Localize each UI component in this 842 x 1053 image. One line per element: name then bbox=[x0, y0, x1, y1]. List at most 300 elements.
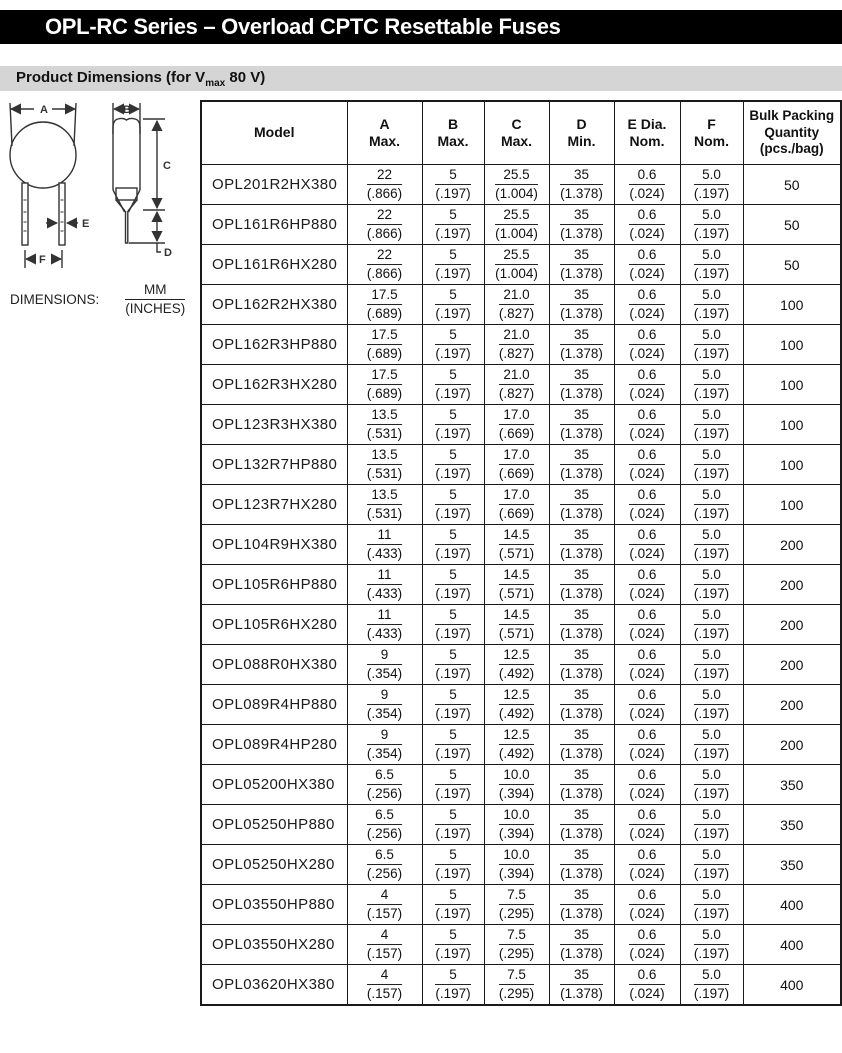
mm-inches-fraction: $\frac{10.0}{(.394)}$ bbox=[498, 767, 535, 801]
dimension-cell bbox=[549, 525, 614, 565]
table-row bbox=[201, 605, 841, 645]
mm-inches-fraction: $\frac{5.0}{(.197)}$ bbox=[693, 527, 730, 561]
table-row bbox=[201, 765, 841, 805]
quantity-cell: 50 bbox=[743, 205, 841, 245]
mm-inches-fraction: $\frac{5.0}{(.197)}$ bbox=[693, 407, 730, 441]
table-row bbox=[201, 565, 841, 605]
dimension-cell bbox=[549, 445, 614, 485]
dimension-cell bbox=[422, 765, 484, 805]
mm-inches-fraction: $\frac{9}{(.354)}$ bbox=[366, 647, 403, 681]
dimension-cell bbox=[680, 845, 743, 885]
dimension-cell bbox=[484, 525, 549, 565]
mm-inches-fraction: $\frac{22}{(.866)}$ bbox=[366, 247, 403, 281]
dimension-cell bbox=[347, 645, 422, 685]
section-title: Product Dimensions (for $V_{max}$ 80 V) bbox=[16, 68, 266, 89]
quantity-cell: 400 bbox=[743, 965, 841, 1006]
mm-inches-fraction: $\frac{35}{(1.378)}$ bbox=[560, 247, 603, 281]
mm-inches-fraction: $\frac{0.6}{(.024)}$ bbox=[629, 207, 665, 241]
mm-inches-fraction: $\frac{35}{(1.378)}$ bbox=[560, 207, 603, 241]
dimension-cell bbox=[484, 845, 549, 885]
mm-inches-fraction: $\frac{5.0}{(.197)}$ bbox=[693, 887, 730, 921]
mm-inches-fraction: $\frac{35}{(1.378)}$ bbox=[560, 847, 603, 881]
dimension-cell bbox=[422, 645, 484, 685]
quantity-cell: 100 bbox=[743, 365, 841, 405]
mm-inches-fraction: $\frac{5.0}{(.197)}$ bbox=[693, 647, 730, 681]
mm-inches-fraction: $\frac{17.5}{(.689)}$ bbox=[366, 367, 403, 401]
dimension-cell bbox=[614, 285, 680, 325]
mm-inches-fraction: $\frac{0.6}{(.024)}$ bbox=[629, 367, 665, 401]
mm-inches-fraction: $\frac{5}{(.197)}$ bbox=[435, 647, 471, 681]
mm-inches-fraction: $\frac{5}{(.197)}$ bbox=[435, 767, 471, 801]
model-cell: OPL123R3HX380 bbox=[201, 405, 347, 445]
dimension-cell bbox=[614, 365, 680, 405]
mm-inches-fraction: $\frac{0.6}{(.024)}$ bbox=[629, 807, 665, 841]
dimension-cell bbox=[614, 925, 680, 965]
mm-inches-fraction: $\frac{0.6}{(.024)}$ bbox=[629, 647, 665, 681]
table-row bbox=[201, 205, 841, 245]
mm-inches-fraction: $\frac{17.0}{(.669)}$ bbox=[498, 407, 535, 441]
quantity-cell: 50 bbox=[743, 165, 841, 205]
dimension-cell bbox=[549, 485, 614, 525]
mm-inches-fraction: $\frac{21.0}{(.827)}$ bbox=[498, 287, 535, 321]
table-row bbox=[201, 685, 841, 725]
dimension-cell bbox=[422, 285, 484, 325]
dimension-cell bbox=[347, 885, 422, 925]
dim-label-a: A bbox=[40, 104, 48, 116]
mm-inches-fraction: $\frac{6.5}{(.256)}$ bbox=[366, 847, 403, 881]
mm-inches-fraction: $\frac{35}{(1.378)}$ bbox=[560, 447, 603, 481]
dimension-cell bbox=[614, 325, 680, 365]
dimension-cell bbox=[422, 925, 484, 965]
dimensions-label: DIMENSIONS: bbox=[10, 291, 100, 307]
dimension-cell bbox=[347, 845, 422, 885]
mm-inches-fraction: $\frac{10.0}{(.394)}$ bbox=[498, 807, 535, 841]
dimension-cell bbox=[347, 725, 422, 765]
dimension-cell bbox=[484, 445, 549, 485]
model-cell: OPL03620HX380 bbox=[201, 965, 347, 1006]
mm-inches-fraction: $\frac{35}{(1.378)}$ bbox=[560, 167, 603, 201]
dimension-cell bbox=[549, 845, 614, 885]
col-header-c: C Max. bbox=[484, 101, 549, 165]
dimension-cell bbox=[614, 245, 680, 285]
dim-label-f: F bbox=[39, 254, 46, 266]
front-view-drawing bbox=[10, 103, 78, 268]
quantity-cell: 400 bbox=[743, 925, 841, 965]
mm-inches-fraction: $\frac{0.6}{(.024)}$ bbox=[629, 607, 665, 641]
mm-inches-fraction: $\frac{25.5}{(1.004)}$ bbox=[495, 247, 538, 281]
mm-inches-fraction: $\frac{12.5}{(.492)}$ bbox=[498, 647, 535, 681]
mm-inches-fraction: $\frac{25.5}{(1.004)}$ bbox=[495, 167, 538, 201]
quantity-cell: 200 bbox=[743, 525, 841, 565]
mm-inches-fraction: $\frac{0.6}{(.024)}$ bbox=[629, 967, 665, 1001]
mm-inches-fraction: $\frac{5}{(.197)}$ bbox=[435, 887, 471, 921]
mm-inches-fraction: $\frac{35}{(1.378)}$ bbox=[560, 327, 603, 361]
mm-inches-fraction: $\frac{22}{(.866)}$ bbox=[366, 207, 403, 241]
mm-inches-fraction: $\frac{35}{(1.378)}$ bbox=[560, 727, 603, 761]
mm-inches-fraction: $\frac{13.5}{(.531)}$ bbox=[366, 407, 403, 441]
model-cell: OPL03550HP880 bbox=[201, 885, 347, 925]
dimension-cell bbox=[549, 925, 614, 965]
dimension-cell bbox=[549, 205, 614, 245]
col-header-a: A Max. bbox=[347, 101, 422, 165]
dimension-cell bbox=[680, 685, 743, 725]
mm-inches-fraction: $\frac{5}{(.197)}$ bbox=[435, 287, 471, 321]
col-header-e-dia: E Dia. Nom. bbox=[614, 101, 680, 165]
dimension-cell bbox=[347, 765, 422, 805]
vmax-subscript: max bbox=[205, 77, 226, 89]
dimension-cell bbox=[484, 605, 549, 645]
dimension-cell bbox=[680, 765, 743, 805]
mm-inches-fraction: $\frac{35}{(1.378)}$ bbox=[560, 407, 603, 441]
table-row bbox=[201, 925, 841, 965]
table-row bbox=[201, 965, 841, 1006]
dimension-cell bbox=[422, 165, 484, 205]
dimension-cell bbox=[347, 165, 422, 205]
dimension-cell bbox=[347, 605, 422, 645]
table-row bbox=[201, 485, 841, 525]
mm-inches-fraction: $\frac{5}{(.197)}$ bbox=[435, 927, 471, 961]
mm-inches-fraction: $\frac{9}{(.354)}$ bbox=[366, 687, 403, 721]
mm-inches-fraction: $\frac{0.6}{(.024)}$ bbox=[629, 927, 665, 961]
table-row bbox=[201, 165, 841, 205]
dimension-cell bbox=[347, 365, 422, 405]
mm-inches-fraction: $\frac{4}{(.157)}$ bbox=[366, 967, 403, 1001]
mm-inches-fraction: $\frac{4}{(.157)}$ bbox=[366, 887, 403, 921]
dim-label-c: C bbox=[163, 160, 171, 172]
mm-inches-fraction: $\frac{5.0}{(.197)}$ bbox=[693, 567, 730, 601]
dimension-cell bbox=[484, 565, 549, 605]
dimension-cell bbox=[614, 605, 680, 645]
dimension-cell bbox=[549, 365, 614, 405]
dimension-cell bbox=[549, 405, 614, 445]
dimension-cell bbox=[549, 765, 614, 805]
title-bar bbox=[0, 10, 842, 44]
dimension-cell bbox=[347, 325, 422, 365]
dimension-cell bbox=[614, 565, 680, 605]
mm-inches-fraction: $\frac{10.0}{(.394)}$ bbox=[498, 847, 535, 881]
quantity-cell: 200 bbox=[743, 725, 841, 765]
mm-inches-fraction: $\frac{5}{(.197)}$ bbox=[435, 327, 471, 361]
mm-inches-fraction: $\frac{35}{(1.378)}$ bbox=[560, 887, 603, 921]
model-cell: OPL105R6HP880 bbox=[201, 565, 347, 605]
mm-inches-fraction: $\frac{13.5}{(.531)}$ bbox=[366, 447, 403, 481]
mm-inches-fraction: $\frac{0.6}{(.024)}$ bbox=[629, 167, 665, 201]
model-cell: OPL161R6HP880 bbox=[201, 205, 347, 245]
mm-inches-fraction: $\frac{35}{(1.378)}$ bbox=[560, 767, 603, 801]
dimension-cell bbox=[422, 885, 484, 925]
dimension-cell bbox=[347, 485, 422, 525]
dimension-cell bbox=[422, 325, 484, 365]
mm-inches-fraction: $\frac{17.5}{(.689)}$ bbox=[366, 287, 403, 321]
mm-inches-fraction: $\frac{4}{(.157)}$ bbox=[366, 927, 403, 961]
dimension-cell bbox=[614, 885, 680, 925]
mm-inches-fraction: $\frac{5}{(.197)}$ bbox=[435, 527, 471, 561]
dimension-cell bbox=[422, 365, 484, 405]
mm-inches-fraction: $\frac{6.5}{(.256)}$ bbox=[366, 807, 403, 841]
dimension-cell bbox=[347, 445, 422, 485]
mm-inches-fraction: $\frac{0.6}{(.024)}$ bbox=[629, 247, 665, 281]
dimension-cell bbox=[484, 245, 549, 285]
mm-inches-fraction: $\frac{5}{(.197)}$ bbox=[435, 487, 471, 521]
dimension-cell bbox=[347, 565, 422, 605]
dimension-cell bbox=[614, 525, 680, 565]
mm-inches-fraction: $\frac{35}{(1.378)}$ bbox=[560, 607, 603, 641]
dimension-cell bbox=[484, 485, 549, 525]
mm-inches-fraction: $\frac{21.0}{(.827)}$ bbox=[498, 367, 535, 401]
dimension-cell bbox=[484, 765, 549, 805]
mm-inches-fraction: $\frac{22}{(.866)}$ bbox=[366, 167, 403, 201]
dimension-cell bbox=[549, 325, 614, 365]
dimension-cell bbox=[484, 365, 549, 405]
mm-inches-fraction: $\frac{35}{(1.378)}$ bbox=[560, 647, 603, 681]
model-cell: OPL105R6HX280 bbox=[201, 605, 347, 645]
quantity-cell: 100 bbox=[743, 445, 841, 485]
model-cell: OPL162R3HX280 bbox=[201, 365, 347, 405]
mm-inches-fraction: $\frac{35}{(1.378)}$ bbox=[560, 927, 603, 961]
dimension-cell bbox=[422, 525, 484, 565]
quantity-cell: 50 bbox=[743, 245, 841, 285]
dimension-cell bbox=[422, 245, 484, 285]
table-row bbox=[201, 805, 841, 845]
mm-inches-fraction: $\frac{5}{(.197)}$ bbox=[435, 207, 471, 241]
mm-inches-fraction: $\frac{5}{(.197)}$ bbox=[435, 167, 471, 201]
mm-inches-fraction: $\frac{5.0}{(.197)}$ bbox=[693, 607, 730, 641]
table-row bbox=[201, 285, 841, 325]
mm-inches-fraction: $\frac{5}{(.197)}$ bbox=[435, 367, 471, 401]
dimension-cell bbox=[484, 325, 549, 365]
dimension-cell bbox=[680, 485, 743, 525]
dimension-cell bbox=[422, 725, 484, 765]
mm-inches-fraction: $\frac{5.0}{(.197)}$ bbox=[693, 167, 730, 201]
dimension-cell bbox=[422, 205, 484, 245]
mm-inches-fraction: $\frac{7.5}{(.295)}$ bbox=[498, 967, 535, 1001]
mm-inches-fraction: $\frac{0.6}{(.024)}$ bbox=[629, 287, 665, 321]
dimension-cell bbox=[614, 165, 680, 205]
mm-inches-fraction: $\frac{5.0}{(.197)}$ bbox=[693, 967, 730, 1001]
dimension-cell bbox=[680, 525, 743, 565]
dimension-cell bbox=[680, 965, 743, 1006]
mm-inches-fraction: $\frac{12.5}{(.492)}$ bbox=[498, 687, 535, 721]
mm-inches-fraction: $\frac{5.0}{(.197)}$ bbox=[693, 727, 730, 761]
product-diagram bbox=[5, 100, 200, 316]
dimension-cell bbox=[614, 645, 680, 685]
units-inches: (INCHES) bbox=[125, 300, 186, 316]
dimension-cell bbox=[680, 365, 743, 405]
dimension-cell bbox=[680, 565, 743, 605]
dimension-cell bbox=[680, 405, 743, 445]
dimension-cell bbox=[422, 565, 484, 605]
dimension-cell bbox=[484, 965, 549, 1006]
dim-label-e: E bbox=[82, 218, 90, 230]
mm-inches-fraction: $\frac{14.5}{(.571)}$ bbox=[498, 607, 535, 641]
dimension-cell bbox=[549, 605, 614, 645]
dimension-cell bbox=[680, 445, 743, 485]
dimension-cell bbox=[484, 885, 549, 925]
mm-inches-fraction: $\frac{9}{(.354)}$ bbox=[366, 727, 403, 761]
quantity-cell: 200 bbox=[743, 565, 841, 605]
mm-inches-fraction: $\frac{13.5}{(.531)}$ bbox=[366, 487, 403, 521]
mm-inches-fraction: $\frac{17.5}{(.689)}$ bbox=[366, 327, 403, 361]
mm-inches-fraction: $\frac{0.6}{(.024)}$ bbox=[629, 847, 665, 881]
model-cell: OPL161R6HX280 bbox=[201, 245, 347, 285]
dimension-cell bbox=[347, 525, 422, 565]
dimension-cell bbox=[484, 165, 549, 205]
mm-inches-fraction: $\frac{0.6}{(.024)}$ bbox=[629, 887, 665, 921]
dimension-cell bbox=[347, 285, 422, 325]
dimension-cell bbox=[614, 725, 680, 765]
col-header-b: B Max. bbox=[422, 101, 484, 165]
model-cell: OPL03550HX280 bbox=[201, 925, 347, 965]
mm-inches-fraction: $\frac{5.0}{(.197)}$ bbox=[693, 327, 730, 361]
dimension-cell bbox=[549, 885, 614, 925]
dimension-cell bbox=[347, 205, 422, 245]
dimension-cell bbox=[614, 765, 680, 805]
dimension-cell bbox=[614, 965, 680, 1006]
dimension-cell bbox=[484, 205, 549, 245]
table-row bbox=[201, 445, 841, 485]
mm-inches-fraction: $\frac{5}{(.197)}$ bbox=[435, 727, 471, 761]
dimension-cell bbox=[422, 445, 484, 485]
dimension-cell bbox=[422, 405, 484, 445]
mm-inches-fraction: $\frac{5}{(.197)}$ bbox=[435, 807, 471, 841]
mm-inches-fraction: $\frac{5.0}{(.197)}$ bbox=[693, 807, 730, 841]
mm-inches-fraction: $\frac{35}{(1.378)}$ bbox=[560, 527, 603, 561]
mm-inches-fraction: $\frac{35}{(1.378)}$ bbox=[560, 367, 603, 401]
mm-inches-fraction: $\frac{5.0}{(.197)}$ bbox=[693, 207, 730, 241]
mm-inches-fraction: $\frac{5.0}{(.197)}$ bbox=[693, 687, 730, 721]
col-header-f: F Nom. bbox=[680, 101, 743, 165]
dimension-cell bbox=[680, 725, 743, 765]
mm-inches-fraction: $\frac{6.5}{(.256)}$ bbox=[366, 767, 403, 801]
model-cell: OPL05200HX380 bbox=[201, 765, 347, 805]
dimension-cell bbox=[614, 685, 680, 725]
model-cell: OPL05250HX280 bbox=[201, 845, 347, 885]
dimension-cell bbox=[614, 205, 680, 245]
dimension-cell bbox=[549, 805, 614, 845]
model-cell: OPL088R0HX380 bbox=[201, 645, 347, 685]
mm-inches-fraction: $\frac{35}{(1.378)}$ bbox=[560, 807, 603, 841]
table-row bbox=[201, 405, 841, 445]
quantity-cell: 200 bbox=[743, 645, 841, 685]
table-row bbox=[201, 845, 841, 885]
dimension-cell bbox=[347, 965, 422, 1006]
mm-inches-fraction: $\frac{12.5}{(.492)}$ bbox=[498, 727, 535, 761]
mm-inches-fraction: $\frac{14.5}{(.571)}$ bbox=[498, 527, 535, 561]
mm-inches-fraction: $\frac{35}{(1.378)}$ bbox=[560, 567, 603, 601]
mm-inches-fraction: $\frac{35}{(1.378)}$ bbox=[560, 967, 603, 1001]
quantity-cell: 400 bbox=[743, 885, 841, 925]
dimension-cell bbox=[549, 965, 614, 1006]
mm-inches-fraction: $\frac{5}{(.197)}$ bbox=[435, 967, 471, 1001]
dimension-cell bbox=[549, 565, 614, 605]
quantity-cell: 350 bbox=[743, 845, 841, 885]
dimension-cell bbox=[422, 805, 484, 845]
dimension-cell bbox=[680, 205, 743, 245]
dimension-cell bbox=[484, 925, 549, 965]
dimensions-table bbox=[200, 100, 842, 1006]
quantity-cell: 100 bbox=[743, 285, 841, 325]
dimension-cell bbox=[484, 725, 549, 765]
dimension-cell bbox=[484, 645, 549, 685]
model-cell: OPL089R4HP880 bbox=[201, 685, 347, 725]
table-row bbox=[201, 525, 841, 565]
quantity-cell: 350 bbox=[743, 805, 841, 845]
quantity-cell: 100 bbox=[743, 405, 841, 445]
dimension-cell bbox=[347, 685, 422, 725]
dimension-cell bbox=[614, 405, 680, 445]
section-header bbox=[0, 66, 842, 91]
dimension-cell bbox=[549, 285, 614, 325]
mm-inches-fraction: $\frac{5.0}{(.197)}$ bbox=[693, 447, 730, 481]
dimension-cell bbox=[347, 925, 422, 965]
mm-inches-fraction: $\frac{0.6}{(.024)}$ bbox=[629, 727, 665, 761]
dimension-cell bbox=[422, 485, 484, 525]
mm-inches-fraction: $\frac{5}{(.197)}$ bbox=[435, 247, 471, 281]
mm-inches-fraction: $\frac{21.0}{(.827)}$ bbox=[498, 327, 535, 361]
quantity-cell: 200 bbox=[743, 605, 841, 645]
model-cell: OPL201R2HX380 bbox=[201, 165, 347, 205]
model-cell: OPL123R7HX280 bbox=[201, 485, 347, 525]
mm-inches-fraction: $\frac{5.0}{(.197)}$ bbox=[693, 247, 730, 281]
col-header-bulk-packing: Bulk Packing Quantity (pcs./bag) bbox=[743, 101, 841, 165]
dimension-cell bbox=[549, 165, 614, 205]
mm-inches-fraction: $\frac{0.6}{(.024)}$ bbox=[629, 487, 665, 521]
dimension-cell bbox=[614, 845, 680, 885]
dimension-cell bbox=[347, 805, 422, 845]
mm-inches-fraction: $\frac{5.0}{(.197)}$ bbox=[693, 487, 730, 521]
dimension-cell bbox=[347, 405, 422, 445]
mm-inches-fraction: $\frac{35}{(1.378)}$ bbox=[560, 287, 603, 321]
dimension-cell bbox=[680, 325, 743, 365]
mm-inches-fraction: $\frac{0.6}{(.024)}$ bbox=[629, 687, 665, 721]
dimension-cell bbox=[549, 645, 614, 685]
units-fraction bbox=[125, 282, 185, 316]
mm-inches-fraction: $\frac{25.5}{(1.004)}$ bbox=[495, 207, 538, 241]
mm-inches-fraction: $\frac{0.6}{(.024)}$ bbox=[629, 767, 665, 801]
dim-label-b: B bbox=[123, 104, 131, 116]
table-row bbox=[201, 885, 841, 925]
dimension-cell bbox=[484, 805, 549, 845]
dimension-cell bbox=[680, 925, 743, 965]
dimension-cell bbox=[549, 725, 614, 765]
side-view-drawing bbox=[113, 103, 165, 252]
quantity-cell: 350 bbox=[743, 765, 841, 805]
dimension-cell bbox=[484, 285, 549, 325]
mm-inches-fraction: $\frac{5.0}{(.197)}$ bbox=[693, 847, 730, 881]
units-mm: MM bbox=[125, 282, 185, 300]
dimension-cell bbox=[680, 645, 743, 685]
mm-inches-fraction: $\frac{7.5}{(.295)}$ bbox=[498, 927, 535, 961]
mm-inches-fraction: $\frac{7.5}{(.295)}$ bbox=[498, 887, 535, 921]
mm-inches-fraction: $\frac{17.0}{(.669)}$ bbox=[498, 447, 535, 481]
mm-inches-fraction: $\frac{0.6}{(.024)}$ bbox=[629, 567, 665, 601]
model-cell: OPL104R9HX380 bbox=[201, 525, 347, 565]
dimension-cell bbox=[680, 165, 743, 205]
mm-inches-fraction: $\frac{5}{(.197)}$ bbox=[435, 687, 471, 721]
dimension-cell bbox=[680, 605, 743, 645]
header-row bbox=[201, 101, 841, 165]
mm-inches-fraction: $\frac{5.0}{(.197)}$ bbox=[693, 287, 730, 321]
model-cell: OPL162R3HP880 bbox=[201, 325, 347, 365]
dimension-cell bbox=[484, 685, 549, 725]
dimension-cell bbox=[484, 405, 549, 445]
dimension-cell bbox=[680, 805, 743, 845]
quantity-cell: 200 bbox=[743, 685, 841, 725]
col-header-d: D Min. bbox=[549, 101, 614, 165]
mm-inches-fraction: $\frac{5}{(.197)}$ bbox=[435, 407, 471, 441]
dimension-cell bbox=[614, 445, 680, 485]
mm-inches-fraction: $\frac{11}{(.433)}$ bbox=[366, 527, 403, 561]
